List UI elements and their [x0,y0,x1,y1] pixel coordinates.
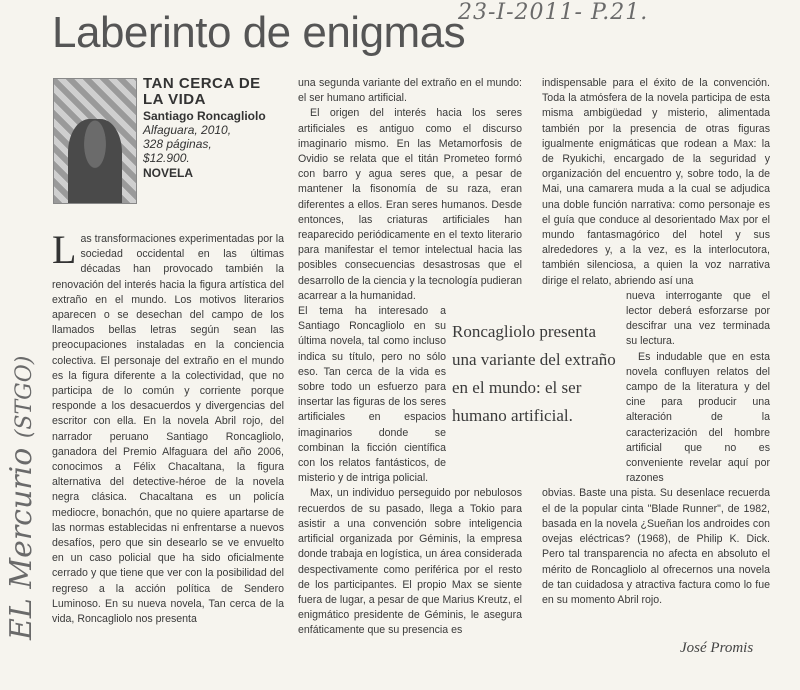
paragraph: obvias. Baste una pista. Su desenlace recuerda el de la popular cinta "Blade Runner", de 1982, basada en la novela ¿Sueñan los androides con ovejas eléctricas? (1968), de Philip K. Dick. Pero tal transparencia no afecta en absoluto el mérito de Roncagliolo al ofrecernos una novela de tan cuidadosa y atractiva factura como lo fue en su momento Abril rojo. [542,487,770,606]
pull-quote: Roncagliolo presenta una variante del extraño en el mundo: el ser humano artificial. [452,318,622,430]
paragraph: El origen del interés hacia los seres artificiales es antiguo como el discurso imaginario mismo. En las Metamorfosis de Ovidio se relata que el titán Prometeo formó con barro y agua seres que, a pesar de mantener la fisonomía de su raza, eran diferentes a ellos. Eran seres humanos. Desde entonces, las criaturas artificiales han reaparecido periódicamente en el texto literario para manifestar el temor intelectual hacia las posibles consecuencias desastrosas que el desarrollo de la ciencia y la tecnología pudieran acarrear a la humanidad. [298,107,522,302]
paragraph: indispensable para el éxito de la convención. Toda la atmósfera de la novela participa de esta misma ambigüedad y misterio, alimentada también por la presencia de otras figuras igualmente enigmáticas que rodean a Max: la de Ryukichi, encargado de la seguridad y organización del encuentro y, sobre todo, la de Mai, una camarera muda a la cual se adjudica una doble función narrativa: como personaje es el guía que conduce al desorientado Max por el mundo fantasmagórico del hotel y sus alrededores y, a la vez, es la interlocutora, también silenciosa, a quien la voz narrativa dirige el relato, abriendo así una [542,77,770,287]
paragraph: Max, un individuo perseguido por nebulosos recuerdos de su pasado, llega a Tokio para asistir a una convención sobre inteligencia artificial organizada por Géminis, la empresa donde trabaja en logística, un área considerada despectivamente como periférica por el resto de los participantes. El propio Max se siente fuera de lugar, a pesar de que Marius Kreutz, el enigmático presidente de Géminis, le asegura enfáticamente que su presencia es [298,487,522,637]
article-column-1 [52,227,284,627]
cover-figure [68,119,122,203]
book-pages: 328 páginas, [143,137,212,151]
paragraph [52,227,284,627]
drop-cap: L [52,227,77,272]
paragraph: una segunda variante del extraño en el mundo: el ser humano artificial. [298,77,522,105]
book-genre: NOVELA [143,166,194,180]
headline: Laberinto de enigmas [52,8,466,57]
author-signature: José Promis [680,640,754,656]
book-price: $12.900. [143,151,190,165]
book-title: TAN CERCA DE LA VIDA [143,75,261,108]
book-cover-image [53,78,137,204]
book-publisher: Alfaguara, 2010, [143,123,232,137]
paragraph: nueva interrogante que el lector deberá esforzarse por descifrar una vez terminada su lectura. [626,289,770,348]
paragraph: El tema ha interesado a Santiago Roncagliolo en su última novela, tal como incluso indica su título, pero no sólo eso. Tan cerca de la vida es sobre todo un esfuerzo para insertar las figuras de los seres artificiales en espacios imaginarios donde se combinan la ficción científica con los relatos fantásticos, de misterio y de intriga policial. [298,305,446,485]
paragraph: Es indudable que en esta novela confluyen relatos del campo de la literatura y del cine para producir una alteración de la caracterización del hombre artificial que no es conveniente revelar aquí por razones [626,350,770,485]
handwritten-date: 23-I-2011- P.21. [458,0,649,25]
handwritten-newspaper-name: EL Mercurio [4,447,39,640]
handwritten-city-code: (STGO) [12,355,37,439]
book-info [143,76,283,180]
handwritten-margin-note [4,356,39,640]
book-author: Santiago Roncagliolo [143,109,266,123]
paragraph-text: as transformaciones experimentadas por la sociedad occidental en las últimas décadas han provocado también la renovación del interés hacia la figura artística del extraño en el mundo. Los motivos literarios aparecen o se desechan del campo de los llamados bellas letras según sean las preocupaciones instaladas en la conciencia colectiva. El personaje del extraño en el mundo es la figura diferente a la colectividad, que no participa de lo común y corriente porque responde a los desacuerdos y divergencias del escritor con ella. En la novela Abril rojo, del narrador peruano Santiago Roncagliolo, ganadora del Premio Alfaguara del año 2006, conocimos a Félix Chacaltana, la figura alternativa del detective-héroe de la novela negra clásica. Chacaltana es un policía mediocre, bonachón, que no quiere apartarse de las normas establecidas ni enfrentarse a nuevos desafíos, pero que sin desearlo se ve envuelto en un caso policial que ha sido oficialmente cerrado y que tiene que ver con la posibilidad del regreso a la acción política de Sendero Luminoso. En su nueva novela, Tan cerca de la vida, Roncagliolo nos presenta [52,233,284,626]
